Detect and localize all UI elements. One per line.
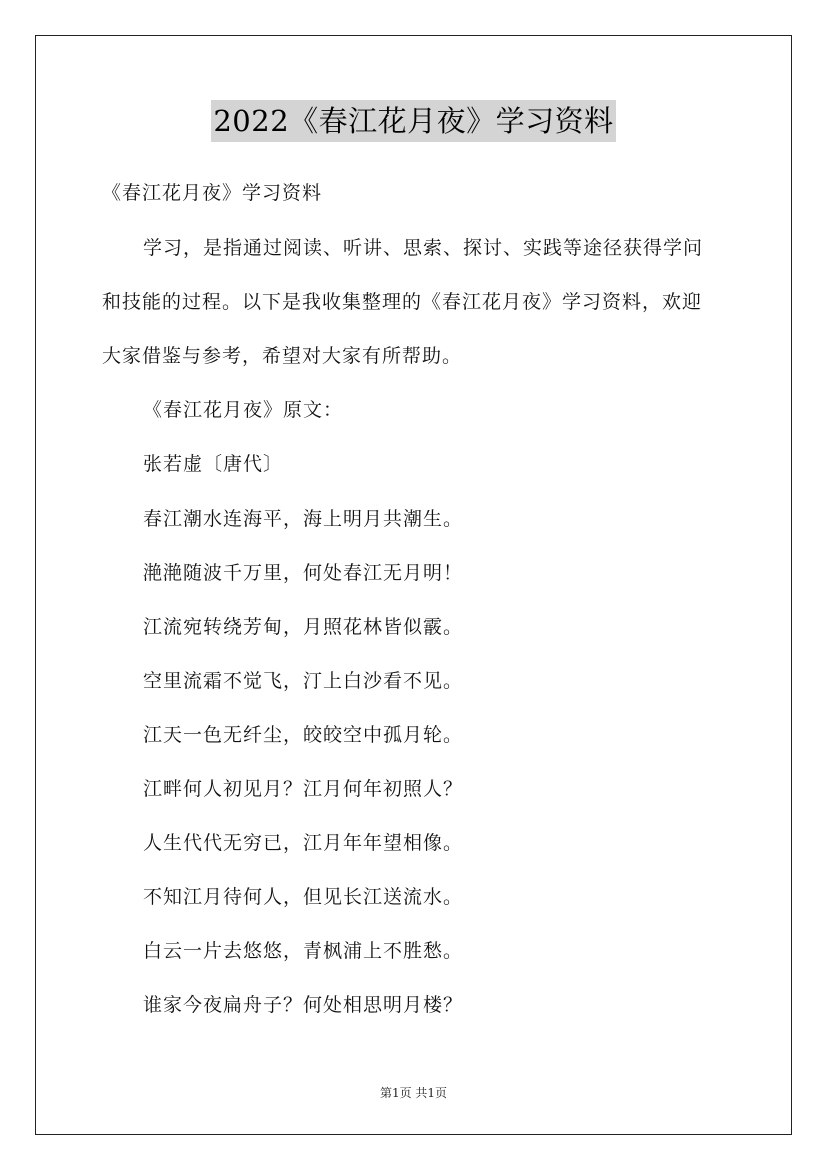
- poem-line: 白云一片去悠悠，青枫浦上不胜愁。: [143, 940, 464, 962]
- intro-line-3: 大家借鉴与参考，希望对大家有所帮助。: [102, 345, 463, 367]
- document-subtitle: 《春江花月夜》学习资料: [102, 182, 323, 204]
- page-footer: 第1页 共1页: [379, 1086, 448, 1100]
- poem-line: 空里流霜不觉飞，汀上白沙看不见。: [143, 670, 464, 692]
- poem-line: 不知江月待何人，但见长江送流水。: [143, 886, 464, 908]
- poem-line: 江畔何人初见月？江月何年初照人？: [143, 778, 464, 800]
- poem-line: 江天一色无纤尘，皎皎空中孤月轮。: [143, 724, 464, 746]
- poem-line: 江流宛转绕芳甸，月照花林皆似霰。: [143, 616, 464, 638]
- title-container: [0, 100, 827, 142]
- section-heading: 《春江花月夜》原文：: [143, 399, 344, 421]
- poem-line: 春江潮水连海平，海上明月共潮生。: [143, 508, 464, 530]
- poem-line: 人生代代无穷已，江月年年望相像。: [143, 832, 464, 854]
- intro-line-1: 学习，是指通过阅读、听讲、思索、探讨、实践等途径获得学问: [143, 237, 704, 259]
- poem-line: 滟滟随波千万里，何处春江无月明！: [143, 562, 464, 584]
- intro-line-2: 和技能的过程。以下是我收集整理的《春江花月夜》学习资料，欢迎: [102, 291, 703, 313]
- poem-line: 谁家今夜扁舟子？何处相思明月楼？: [143, 994, 464, 1016]
- poem-author: 张若虚〔唐代〕: [143, 453, 284, 475]
- document-title: 2022《春江花月夜》学习资料: [211, 100, 615, 142]
